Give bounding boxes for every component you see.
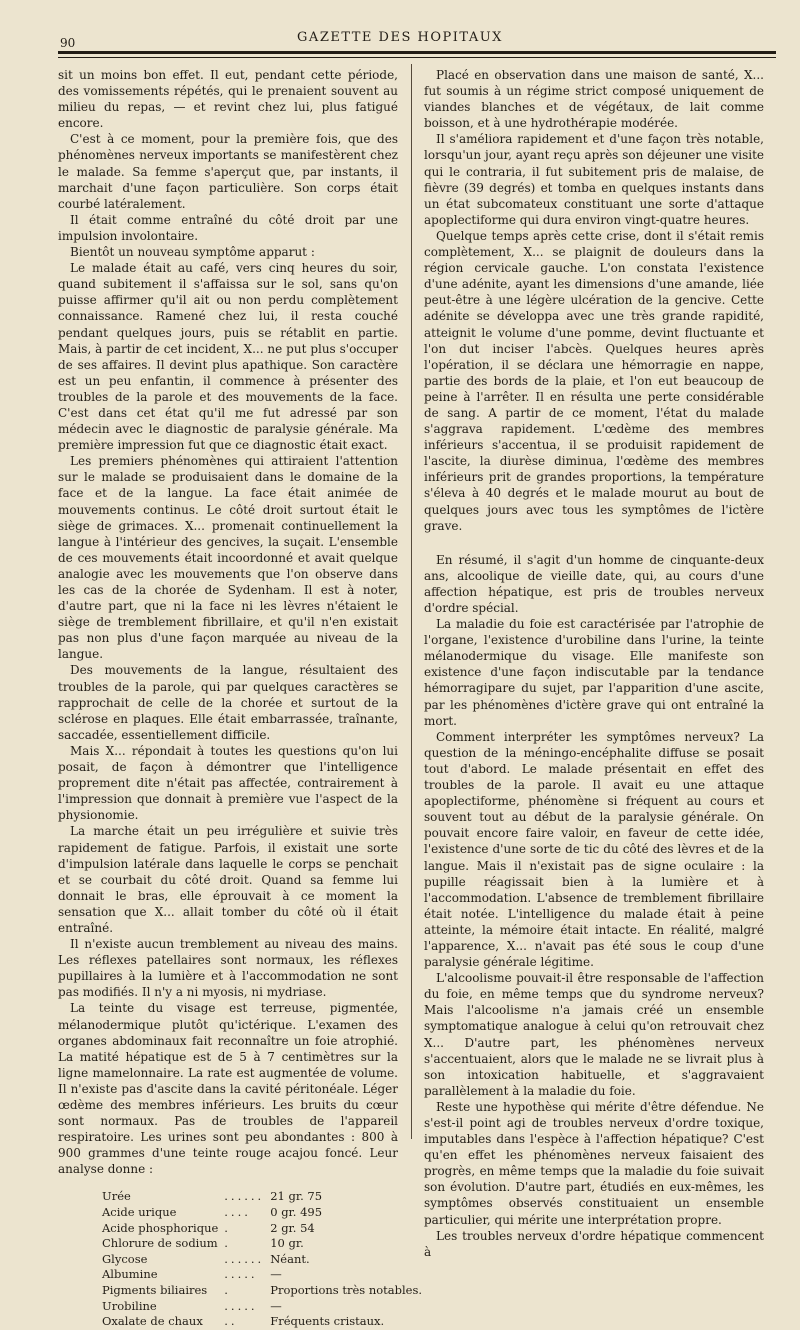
analysis-value: — — [270, 1298, 282, 1313]
running-title: GAZETTE DES HOPITAUX — [297, 30, 503, 45]
right-paragraph: Les troubles nerveux d'ordre hépatique commencent à — [424, 1228, 764, 1259]
analysis-label: Acide urique — [102, 1205, 177, 1220]
analysis-row: Acide phosphorique . 2 gr. 54 — [102, 1221, 428, 1237]
analysis-row: Pigments biliaires . Proportions très notables. — [102, 1283, 428, 1299]
analysis-row: Glycose ...... Néant. — [102, 1252, 428, 1268]
analysis-row: Acide urique .... 0 gr. 495 — [102, 1205, 428, 1221]
analysis-label: Albumine — [102, 1267, 158, 1282]
analysis-row: Albumine ..... — — [102, 1267, 428, 1283]
right-paragraph: Quelque temps après cette crise, dont il s'était remis complètement, X... se plaignit de douleurs dans la région cervicale gauche. L'on constata l'existence d'une adénite, ayant les dimensions d'une amande, liée peut-être à une légère ulcération de la gencive. Cette adénite se développa avec une très grande rapidité, atteignit le volume d'une pomme, devint fluctuante et l'on dut inciser l'abcès. Quelques heures après l'opération, il se déclara une hémorragie en nappe, partie des bords de la plaie, et l'on eut beaucoup de peine à l'arrêter. Il en résulta une perte considérable de sang. A partir de ce moment, l'état du malade s'aggrava rapidement. L'œdème des membres inférieurs s'accentua, il se produisit rapidement de l'ascite, la diurèse diminua, l'œdème des membres inférieurs prit de grandes proportions, la température s'éleva à 40 degrés et le malade mourut au bout de quelques jours avec tous les symptômes de l'ictère grave. — [424, 228, 764, 533]
right-paragraph: En résumé, il s'agit d'un homme de cinquante-deux ans, alcoolique de vieille date, qui, au cours d'une affection hépatique, est pris de troubles nerveux d'ordre spécial. — [424, 552, 764, 615]
analysis-label: Acide phosphorique — [102, 1220, 219, 1235]
left-paragraph: Mais X... répondait à toutes les questions qu'on lui posait, de façon à démontrer que l'intelligence proprement dite n'était pas affectée, contrairement à l'impression que donnait à première vue l'aspect de la physionomie. — [58, 743, 398, 823]
analysis-row: Urée ...... 21 gr. 75 — [102, 1189, 428, 1205]
right-paragraph: Il s'améliora rapidement et d'une façon très notable, lorsqu'un jour, ayant reçu après son déjeuner une visite qui le contraria, il fut subitement pris de malaise, de fièvre (39 degrés) et tomba en quelques instants dans un état subcomateux constituant une sorte d'attaque apoplectiforme qui dura environ vingt-quatre heures. — [424, 132, 764, 227]
page-number: 90 — [60, 36, 76, 50]
analysis-row: Chlorure de sodium . 10 gr. — [102, 1236, 428, 1252]
analysis-value: 0 gr. 495 — [270, 1205, 323, 1220]
left-paragraph: C'est à ce moment, pour la première fois, que des phénomènes nerveux importants se manifestèrent chez le malade. Sa femme s'aperçut que, par instants, il marchait d'une façon particulière. Son corps était courbé latéralement. — [58, 132, 398, 211]
left-paragraph: La marche était un peu irrégulière et suivie très rapidement de fatigue. Parfois, il existait une sorte d'impulsion latérale dans laquelle le corps se penchait et se courbait du côté droit. Quand sa femme lui donnait le bras, elle éprouvait à ce moment la sensation que X... allait tomber du côté où il était entraîné. — [58, 824, 398, 935]
analysis-label: Oxalate de chaux — [102, 1314, 203, 1329]
analysis-value: Néant. — [270, 1251, 310, 1266]
left-paragraph: Il était comme entraîné du côté droit par une impulsion involontaire. — [58, 212, 398, 243]
urine-analysis-table — [102, 1189, 428, 1329]
left-paragraph: Il n'existe aucun tremblement au niveau des mains. Les réflexes patellaires sont normaux, les réflexes pupillaires à la lumière et à l'accommodation ne sont pas modifiés. Il n'y a ni myosis, ni mydriase. — [58, 937, 398, 1000]
left-column — [58, 67, 423, 1330]
left-paragraph: La teinte du visage est terreuse, pigmentée, mélanodermique plutôt qu'ictérique. L'examen des organes abdominaux fait reconnaître un foie atrophié. La matité hépatique est de 5 à 7 centimètres sur la ligne mamelonnaire. La rate est augmentée de volume. Il n'existe pas d'ascite dans la cavité péritonéale. Léger œdème des membres inférieurs. Les bruits du cœur sont normaux. Pas de troubles de l'appareil respiratoire. Les urines sont peu abondantes : 800 à 900 grammes d'une teinte rouge acajou foncé. Leur analyse donne : — [58, 1001, 398, 1177]
left-paragraph: sit un moins bon effet. Il eut, pendant cette période, des vomissements répétés, qui le prenaient souvent au milieu du repas, — et revint chez lui, plus fatigué encore. — [58, 68, 398, 131]
analysis-label: Glycose — [102, 1251, 148, 1266]
analysis-label: Chlorure de sodium — [102, 1236, 218, 1251]
analysis-value: 2 gr. 54 — [270, 1220, 315, 1235]
left-paragraph: Les premiers phénomènes qui attiraient l'attention sur le malade se produisaient dans le domaine de la face et de la langue. La face était animée de mouvements continus. Le côté droit surtout était le siège de grimaces. X... promenait continuellement la langue à l'intérieur des gencives, la suçait. L'ensemble de ces mouvements était incoordonné et avait quelque analogie avec les mouvements que l'on observe dans les cas de la chorée de Sydenham. Il est à noter, d'autre part, que ni la face ni les lèvres n'étaient le siège de tremblement fibrillaire, et qu'il n'en existait pas non plus d'une façon marquée au niveau de la langue. — [58, 454, 398, 662]
right-paragraph: La maladie du foie est caractérisée par l'atrophie de l'organe, l'existence d'urobiline dans l'urine, la teinte mélanodermique du visage. Elle manifeste son existence d'une façon indiscutable par la tendance hémorragipare du sujet, par l'apparition d'une ascite, par les phénomènes d'ictère grave qui ont entraîné la mort. — [424, 617, 764, 728]
column-divider — [411, 64, 412, 1139]
right-column — [424, 67, 764, 1260]
right-paragraph: L'alcoolisme pouvait-il être responsable de l'affection du foie, en même temps que du syndrome nerveux? Mais l'alcoolisme n'a jamais créé un ensemble symptomatique analogue à celui qu'on retrouvait chez X... D'autre part, les phénomènes nerveux s'accentuaient, alors que le malade ne se livrait plus à son intoxication habituelle, et s'aggravaient parallèlement à la maladie du foie. — [424, 971, 764, 1098]
analysis-value: Fréquents cristaux. — [270, 1314, 385, 1329]
analysis-value: — — [270, 1267, 282, 1282]
header-rule-thick — [58, 51, 776, 54]
left-paragraph: Le malade était au café, vers cinq heures du soir, quand subitement il s'affaissa sur le sol, sans qu'on puisse affirmer qu'il ait ou non perdu complètement connaissance. Ramené chez lui, il resta couché pendant quelques jours, puis se rétablit en partie. Mais, à partir de cet incident, X... ne put plus s'occuper de ses affaires. Il devint plus apathique. Son caractère est un peu enfantin, il commence à présenter des troubles de la parole et des mouvements de la face. C'est dans cet état qu'il me fut adressé par son médecin avec le diagnostic de paralysie générale. Ma première impression fut que ce diagnostic était exact. — [58, 261, 398, 453]
section-gap — [424, 534, 764, 552]
header-rule-thin — [58, 57, 776, 58]
analysis-label: Pigments biliaires — [102, 1283, 208, 1298]
analysis-label: Urobiline — [102, 1298, 157, 1313]
analysis-value: 10 gr. — [270, 1236, 304, 1251]
left-paragraph: Bientôt un nouveau symptôme apparut : — [70, 245, 315, 260]
right-paragraph: Placé en observation dans une maison de santé, X... fut soumis à un régime strict composé uniquement de viandes blanches et de végétaux, de lait comme boisson, et à une hydrothérapie modérée. — [424, 68, 764, 131]
right-paragraph: Reste une hypothèse qui mérite d'être défendue. Ne s'est-il point agi de troubles nerveux d'ordre toxique, imputables dans l'espèce à l'affection hépatique? C'est qu'en effet les phénomènes nerveux faisaient des progrès, en même temps que la maladie du foie suivait son évolution. D'autre part, étudiés en eux-mêmes, les symptômes observés constituaient un ensemble particulier, qui mérite une interprétation propre. — [424, 1099, 764, 1227]
right-paragraph: Comment interpréter les symptômes nerveux? La question de la méningo-encéphalite diffuse se posait tout d'abord. Le malade présentait en effet des troubles de la parole. Il avait eu une attaque apoplectiforme, phénomène si fréquent au cours et souvent tout au début de la paralysie générale. On pouvait encore faire valoir, en faveur de cette idée, l'existence d'une sorte de tic du côté des lèvres et de la langue. Mais il n'existait pas de signe oculaire : la pupille réagissait bien à la lumière et à l'accommodation. L'absence de tremblement fibrillaire était notée. L'intelligence du malade était à peine atteinte, la mémoire était intacte. En réalité, malgré l'apparence, X... n'avait pas été sous le coup d'une paralysie générale légitime. — [424, 729, 764, 970]
analysis-label: Urée — [102, 1189, 131, 1204]
analysis-value: 21 gr. 75 — [270, 1189, 323, 1204]
analysis-row: Urobiline ..... — — [102, 1299, 428, 1315]
left-paragraph: Des mouvements de la langue, résultaient des troubles de la parole, qui par quelques caractères se rapprochait de celle de la chorée et surtout de la sclérose en plaques. Elle était embarrassée, traînante, saccadée, essentiellement difficile. — [58, 663, 398, 742]
analysis-value: Proportions très notables. — [270, 1283, 423, 1298]
analysis-row: Oxalate de chaux .. Fréquents cristaux. — [102, 1314, 428, 1330]
